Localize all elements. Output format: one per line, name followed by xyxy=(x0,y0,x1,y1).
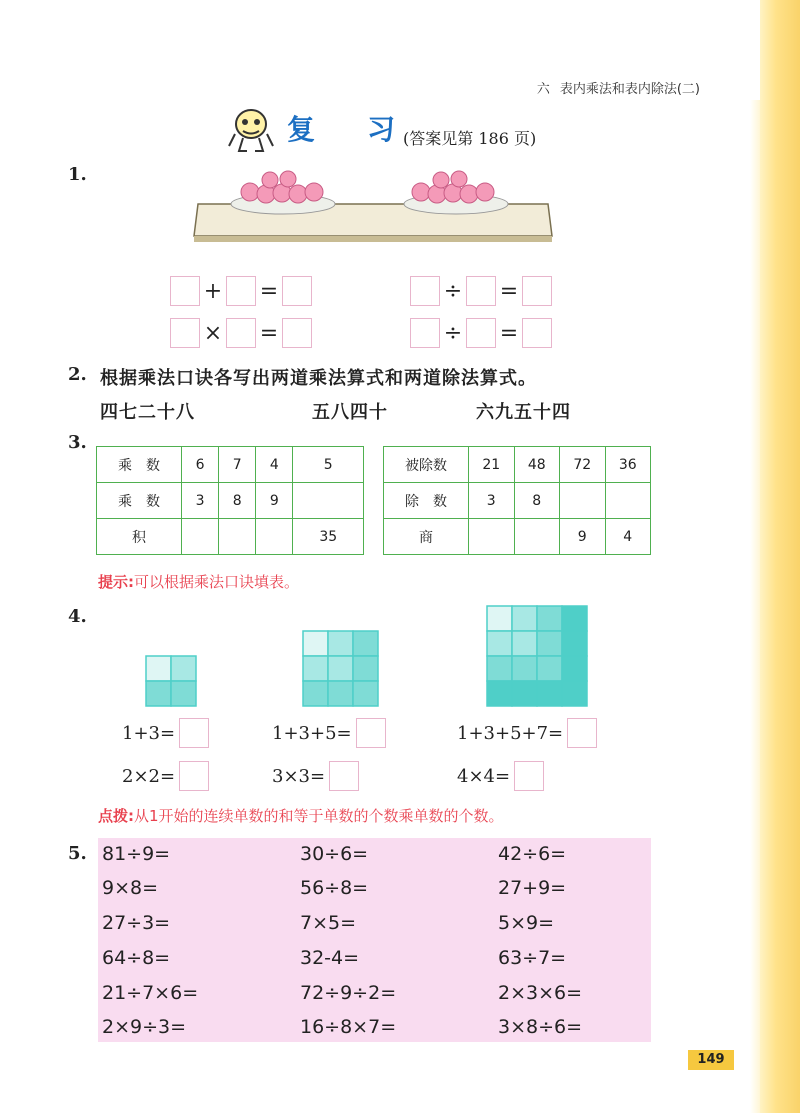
calc-item: 30÷6= xyxy=(300,843,369,865)
chapter-number: 六 xyxy=(536,82,550,97)
table-cell: 5 xyxy=(293,447,364,483)
q1-division-equation-2: ÷ = xyxy=(410,318,552,348)
calc-item: 3×8÷6= xyxy=(498,1016,583,1038)
chapter-title: 表内乘法和表内除法(二) xyxy=(559,82,700,97)
table-cell: 35 xyxy=(293,519,364,555)
multiplication-table xyxy=(96,446,364,555)
chapter-header xyxy=(537,78,700,97)
q5-panel xyxy=(98,838,651,1042)
table-cell: 6 xyxy=(182,447,219,483)
table-cell-blank[interactable] xyxy=(605,483,651,519)
answer-box[interactable] xyxy=(282,318,312,348)
title-char-xi: 习 xyxy=(367,113,396,146)
answer-box[interactable] xyxy=(522,276,552,306)
calc-item: 2×9÷3= xyxy=(102,1016,187,1038)
calc-item: 63÷7= xyxy=(498,947,567,969)
table-header-cell: 乘 数 xyxy=(97,483,182,519)
table-cell: 9 xyxy=(560,519,606,555)
answer-box[interactable] xyxy=(522,318,552,348)
answer-box[interactable] xyxy=(170,318,200,348)
q1-multiplication-equation: × = xyxy=(170,318,312,348)
answer-note: (答案见第 186 页) xyxy=(403,129,537,148)
table-cell: 4 xyxy=(256,447,293,483)
calc-item: 81÷9= xyxy=(102,843,171,865)
answer-box[interactable] xyxy=(179,761,209,791)
answer-box[interactable] xyxy=(179,718,209,748)
table-header-cell: 积 xyxy=(97,519,182,555)
q5-number: 5. xyxy=(68,843,87,864)
table-cell-blank[interactable] xyxy=(514,519,560,555)
product-line-2: 3×3= xyxy=(272,761,359,791)
division-table xyxy=(383,446,651,555)
page-edge-decoration xyxy=(760,0,800,1113)
answer-box[interactable] xyxy=(410,276,440,306)
answer-box[interactable] xyxy=(466,318,496,348)
table-cell-blank[interactable] xyxy=(560,483,606,519)
table-cell: 3 xyxy=(182,483,219,519)
q3-hint xyxy=(98,571,299,592)
q2-number: 2. xyxy=(68,364,87,385)
answer-box[interactable] xyxy=(410,318,440,348)
sum-line-2: 1+3+5= xyxy=(272,718,386,748)
table-cell-blank[interactable] xyxy=(293,483,364,519)
q2-instruction: 根据乘法口诀各写出两道乘法算式和两道除法算式。 xyxy=(100,368,537,389)
calc-item: 72÷9÷2= xyxy=(300,982,397,1004)
strawberry-table-illustration xyxy=(188,164,558,244)
table-row xyxy=(97,519,364,555)
robot-mascot-icon xyxy=(225,104,277,154)
answer-box[interactable] xyxy=(282,276,312,306)
table-cell: 8 xyxy=(514,483,560,519)
page-number: 149 xyxy=(688,1050,734,1070)
calc-item: 7×5= xyxy=(300,912,357,934)
product-line-1: 2×2= xyxy=(122,761,209,791)
calc-item: 56÷8= xyxy=(300,877,369,899)
sum-line-1: 1+3= xyxy=(122,718,209,748)
calc-item: 32-4= xyxy=(300,947,360,969)
calc-item: 2×3×6= xyxy=(498,982,583,1004)
square-grid-3x3 xyxy=(302,630,380,708)
koujue-3: 六九五十四 xyxy=(476,402,571,423)
table-row xyxy=(97,447,364,483)
answer-box[interactable] xyxy=(226,318,256,348)
table-cell: 48 xyxy=(514,447,560,483)
table-cell-blank[interactable] xyxy=(182,519,219,555)
q4-hint xyxy=(98,805,504,826)
table-row xyxy=(97,483,364,519)
table-cell: 36 xyxy=(605,447,651,483)
q1-division-equation-1: ÷ = xyxy=(410,276,552,306)
square-grid-2x2 xyxy=(145,655,197,707)
table-cell: 3 xyxy=(469,483,515,519)
table-header-cell: 被除数 xyxy=(384,447,469,483)
table-row xyxy=(384,447,651,483)
hint-text: 可以根据乘法口诀填表。 xyxy=(134,573,300,591)
answer-box[interactable] xyxy=(466,276,496,306)
calc-item: 21÷7×6= xyxy=(102,982,199,1004)
calc-item: 9×8= xyxy=(102,877,159,899)
table-cell: 21 xyxy=(469,447,515,483)
answer-box[interactable] xyxy=(170,276,200,306)
table-row xyxy=(384,519,651,555)
table-header-cell: 商 xyxy=(384,519,469,555)
hint-label: 提示: xyxy=(98,573,134,591)
title-char-fu: 复 xyxy=(287,113,316,146)
table-cell-blank[interactable] xyxy=(256,519,293,555)
table-cell-blank[interactable] xyxy=(469,519,515,555)
calc-item: 27÷3= xyxy=(102,912,171,934)
square-grid-4x4 xyxy=(486,605,588,707)
table-header-cell: 乘 数 xyxy=(97,447,182,483)
calc-item: 5×9= xyxy=(498,912,555,934)
answer-box[interactable] xyxy=(514,761,544,791)
calc-item: 64÷8= xyxy=(102,947,171,969)
answer-box[interactable] xyxy=(567,718,597,748)
sum-line-3: 1+3+5+7= xyxy=(457,718,597,748)
answer-box[interactable] xyxy=(329,761,359,791)
calc-item: 42÷6= xyxy=(498,843,567,865)
koujue-2: 五八四十 xyxy=(312,402,388,423)
table-header-cell: 除 数 xyxy=(384,483,469,519)
q4-number: 4. xyxy=(68,606,87,627)
answer-box[interactable] xyxy=(226,276,256,306)
answer-box[interactable] xyxy=(356,718,386,748)
calc-item: 27+9= xyxy=(498,877,567,899)
q3-number: 3. xyxy=(68,432,87,453)
table-cell: 7 xyxy=(219,447,256,483)
table-cell: 8 xyxy=(219,483,256,519)
calc-item: 16÷8×7= xyxy=(300,1016,397,1038)
table-row xyxy=(384,483,651,519)
table-cell: 72 xyxy=(560,447,606,483)
koujue-1: 四七二十八 xyxy=(100,402,195,423)
table-cell: 9 xyxy=(256,483,293,519)
hint-label: 点拨: xyxy=(98,807,134,825)
product-line-3: 4×4= xyxy=(457,761,544,791)
q1-addition-equation: + = xyxy=(170,276,312,306)
table-cell: 4 xyxy=(605,519,651,555)
hint-text: 从1开始的连续单数的和等于单数的个数乘单数的个数。 xyxy=(134,807,504,825)
table-cell-blank[interactable] xyxy=(219,519,256,555)
page-edge-inner xyxy=(750,100,760,1113)
q1-number: 1. xyxy=(68,164,87,185)
section-title xyxy=(225,104,585,154)
